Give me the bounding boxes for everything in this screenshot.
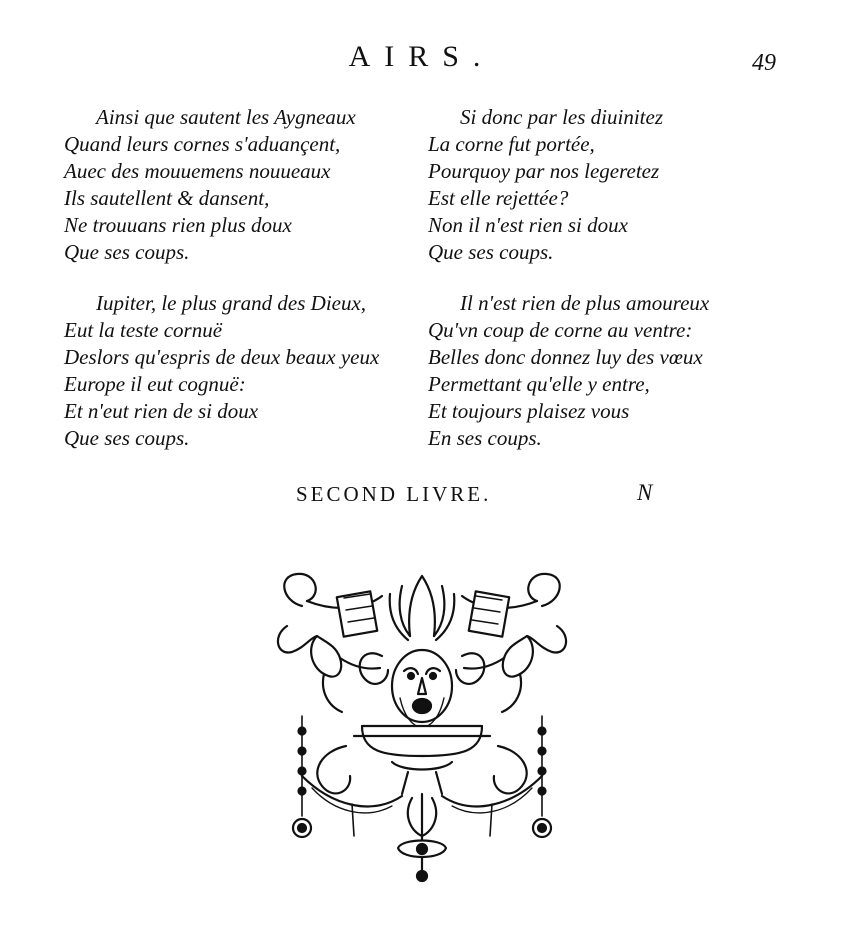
verse-line: Deslors qu'espris de deux beaux yeux (64, 345, 380, 369)
verse-line: Quand leurs cornes s'aduançent, (64, 132, 341, 156)
stanza-4 (428, 290, 709, 452)
verse-line: Iupiter, le plus grand des Dieux, (96, 291, 367, 315)
verse-line: Il n'est rien de plus amoureux (460, 291, 710, 315)
verse-line: Europe il eut cognuë: (64, 372, 246, 396)
verse-line: En ses coups. (428, 426, 542, 450)
verse-line: Ils sautellent & dansent, (64, 186, 270, 210)
verse-line: Ne trouuans rien plus doux (64, 213, 292, 237)
verse-line: Que ses coups. (64, 240, 190, 264)
verse-line: Que ses coups. (64, 426, 190, 450)
page-number: 49 (752, 50, 776, 76)
verse-line: Qu'vn coup de corne au ventre: (428, 318, 693, 342)
verse-line: Et n'eut rien de si doux (64, 399, 259, 423)
stanza-1 (64, 104, 356, 266)
verse-line: Auec des mouuemens nouueaux (64, 159, 331, 183)
verse-line: Si donc par les diuinitez (460, 105, 663, 129)
verse-line: Eut la teste cornuë (64, 318, 223, 342)
verse-line: Belles donc donnez luy des vœux (428, 345, 703, 369)
verse-line: Pourquoy par nos legeretez (428, 159, 660, 183)
verse-line: Est elle rejettée? (428, 186, 569, 210)
ornament-tailpiece (262, 566, 582, 886)
verse-line: Que ses coups. (428, 240, 554, 264)
running-title: AIRS. (348, 40, 495, 73)
verse-line: Ainsi que sautent les Aygneaux (96, 105, 356, 129)
verse-line: Non il n'est rien si doux (428, 213, 628, 237)
stanza-3 (64, 290, 379, 452)
signature-mark: N (637, 480, 653, 505)
verse-line: Permettant qu'elle y entre, (428, 372, 650, 396)
verse-line: La corne fut portée, (428, 132, 595, 156)
stanza-2 (428, 104, 663, 266)
verse-line: Et toujours plaisez vous (428, 399, 630, 423)
catchline: SECOND LIVRE. (296, 482, 492, 506)
